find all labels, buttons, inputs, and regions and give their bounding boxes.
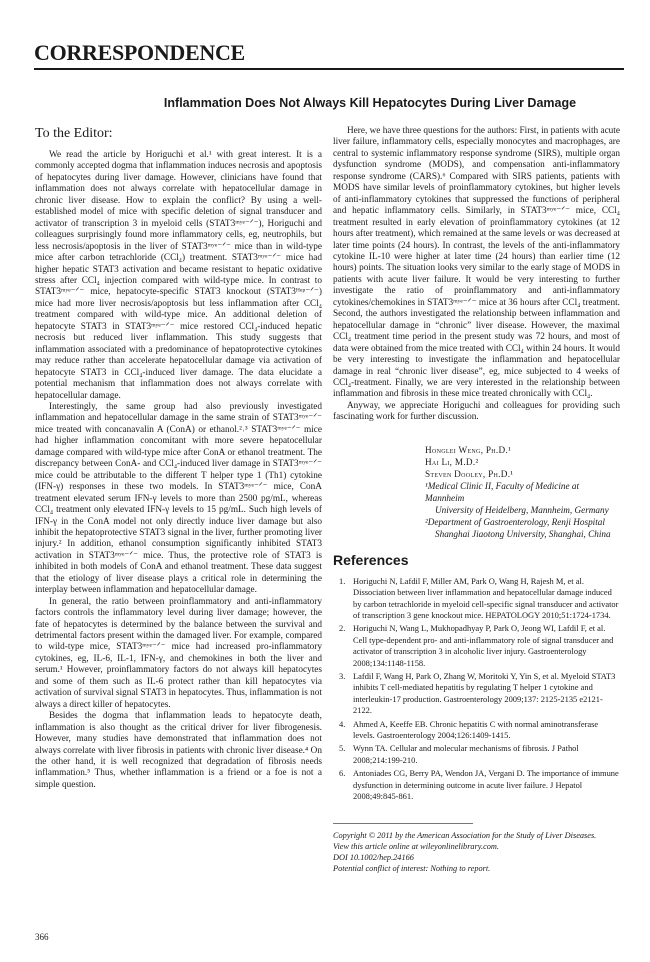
copyright-footer — [333, 830, 620, 875]
page-number: 366 — [35, 932, 49, 942]
paragraph: Besides the dogma that inflammation leads to hepatocyte death, inflammation is also thought as the critical driver for liver fibrogenesis. However, many studies have demonstrated that inflammation does not always correlate with liver fibrosis in patients with chronic liver disease.⁴ On the other hand, it is well recognized that degradation of fibrosis needs inflammation.⁵ Thus, whether inflammation is a friend or a foe is not a simple question. — [35, 711, 322, 790]
left-column — [35, 126, 322, 791]
paragraph: In general, the ratio between proinflammatory and anti-inflammatory factors controls the inflammatory level during liver damage; however, the fate of hepatocytes is determined by the balance between the survival and detrimental factors present within the damaged liver. For example, compared to wild-type mice, STAT3ᵐʸᵉ⁻ᐟ⁻ mice had increased pro-inflammatory cytokines, eg, IL-6, IL-1, IFN-γ, and chemokines in both the liver and serum.¹ However, proinflammatory factors do not always kill hepatocytes and some of them such as IL-6 protect rather than kill hepatocytes via activation of survival signal STAT3 in hepatocytes. Thus, inflammation is not always a direct killer of hepatocytes. — [35, 596, 322, 710]
author-name: Steven Dooley, Ph.D.¹ — [425, 468, 514, 479]
doi-line: DOI 10.1002/hep.24166 — [333, 852, 414, 862]
paragraph: We read the article by Horiguchi et al.¹ with great interest. It is a commonly accepted dogma that inflammation induces necrosis and apoptosis of hepatocytes during liver damage. However, clinicians have found that inflammation does not always correlate with hepatocellular damage in chronic liver disease. How to explain the conflict? By using a well-established model of mice with specific deletion of signal transducer and activator of transcription 3 in myeloid cells (STAT3ᵐʸᵉ⁻ᐟ⁻), Horiguchi and colleagues surprisingly found more inflammatory cells, eg, neutrophils, but less necrosis/apoptosis in the liver of STAT3ᵐʸᵉ⁻ᐟ⁻ mice than in wild-type mice after carbon tetrachloride (CCl₄) treatment. STAT3ᵐʸᵉ⁻ᐟ⁻ mice had higher hepatic STAT3 activation and became resistant to hepatic oxidative stress after CCl₄ injection compared with wild-type mice. In contrast to STAT3ᵐʸᵉ⁻ᐟ⁻ mice, hepatocyte-specific STAT3 knockout (STAT3ᴴᵉᵖ⁻ᐟ⁻) mice had more liver necrosis/apoptosis but less inflammation after CCl₄ treatment compared with wild-type mice. An additional deletion of hepatocyte STAT3 in STAT3ᵐʸᵉ⁻ᐟ⁻ mice restored CCl₄-induced hepatic necrosis but reduced liver inflammation. This study suggests that inflammation associated with a predominance of hepatoprotective cytokines may reduce rather than accelerate hepatocellular damage via activation of hepatocyte STAT3 in CCl₄-induced liver damage. The data elucidate a potential mechanism that inflammation does not always correlate with hepatocellular damage. — [35, 150, 322, 401]
affiliation: Shanghai Jiaotong University, Shanghai, China — [435, 528, 611, 539]
article-title: Inflammation Does Not Always Kill Hepatocytes During Liver Damage — [163, 96, 577, 110]
reference-list — [333, 576, 620, 803]
paragraph: Anyway, we appreciate Horiguchi and colleagues for providing such fascinating work for further discussion. — [333, 400, 620, 423]
copyright-line: Copyright © 2011 by the American Association for the Study of Liver Diseases. — [333, 830, 597, 840]
reference-item: 1. Horiguchi N, Lafdil F, Miller AM, Park O, Wang H, Rajesh M, et al. Dissociation between liver inflammation and hepatocellular damage induced by carbon tetrachloride in myeloid cell-specific signal transducer and activator of transcription 3 gene knockout mice. HEPATOLOGY 2010;51:1724-1734. — [339, 575, 619, 620]
references-heading: References — [333, 551, 409, 568]
footer-divider — [333, 823, 473, 824]
greeting: To the Editor: — [35, 126, 113, 141]
letter-body-right — [333, 126, 620, 424]
paragraph: Here, we have three questions for the authors: First, in patients with acute liver failure, inflammatory cells, especially monocytes and macrophages, are central to systemic inflammatory response syndrome (SIRS), multiple organ dysfunction syndrome (MODS), and compensation anti-inflammatory response syndrome (CARS).⁶ Compared with SIRS patients, patients with MODS have similar levels of proinflammatory cytokines, but higher levels of anti-inflammatory cytokines that suppressed the functions of peripheral and hepatic inflammatory cells. Similarly, in STAT3ᵐʸᵉ⁻ᐟ⁻ mice, CCl₄ treatment resulted in early elevation of proinflammatory cytokines (at 12 hours after treatment), which remained at the same levels or was decreased at later time points (24 hours). In contrast, the levels of the anti-inflammatory cytokine IL-10 were higher at later time (24 hours) than earlier time (12 hours) points. The situation looks very similar to the early stage of MODS in patients with acute liver failure. It would be very interesting to further investigate the ratio of proinflammatory and anti-inflammatory cytokines/chemokines in STAT3ᵐʸᵉ⁻ᐟ⁻ mice at 36 hours after CCl₄ treatment. Second, the authors investigated the relationship between inflammation and hepatocellular damage in “chronic” liver disease. However, the maximal CCl₄ treatment time period in the present study was 72 hours, and most of data were obtained from the mice treated with CCl₄ within 24 hours. It would be very interesting to investigate the inflammation and hepatocellular damage in real “chronic liver disease”, eg, mice subjected to 4 weeks of CCl₄-treatment. Finally, we are very interested in the relationship between inflammation and fibrosis in these mice treated chronically with CCl₄. — [333, 126, 620, 400]
affiliation: University of Heidelberg, Mannheim, Germany — [435, 504, 609, 515]
conflict-line: Potential conflict of interest: Nothing to report. — [333, 864, 491, 874]
journal-header — [34, 42, 624, 70]
reference-item: 4. Ahmed A, Keeffe EB. Chronic hepatitis C with normal aminotransferase levels. Gastroenterology 2004;126:1409-1415. — [339, 718, 599, 741]
reference-item: 2. Horiguchi N, Wang L, Mukhopadhyay P, Park O, Jeong WI, Lafdil F, et al. Cell type-dependent pro- and anti-inflammatory role of signal transducer and activator of transcription 3 in alcoholic liver injury. Gastroenterology 2008;134:1148-1158. — [339, 623, 614, 668]
right-column — [333, 126, 620, 874]
author-name: Hai Li, M.D.² — [425, 456, 479, 467]
affiliation: ¹Medical Clinic II, Faculty of Medicine at Mannheim — [425, 480, 580, 503]
paragraph: Interestingly, the same group had also previously investigated inflammation and hepatocellular damage in the same strain of STAT3ᵐʸᵉ⁻ᐟ⁻ mice treated with concanavalin A (ConA) or ethanol.²˒³ STAT3ᵐʸᵉ⁻ᐟ⁻ mice had higher inflammation concomitant with more severe hepatocellular damage compared with wild-type mice after ConA or ethanol treatment. The discrepancy between ConA- and CCl₄-induced liver damage in STAT3ᵐʸᵉ⁻ᐟ⁻ mice could be attributable to the different T helper type 1 (Th1) cytokine (IFN-γ) responses in these two models. In STAT3ᵐʸᵉ⁻ᐟ⁻ mice, ConA treatment elevated serum IFN-γ levels to more than 2500 pg/mL, whereas CCl₄ treatment only elevated IFN-γ levels to 15 pg/mL. Such high levels of IFN-γ in the ConA model not only directly induce liver damage but also inhibit the hepatoprotective STAT3 signal in the liver, further promoting liver injury.² In addition, ethanol consumption significantly inhibited STAT3 activation in STAT3ᵐʸᵉ⁻ᐟ⁻ mice. Thus, the protective role of STAT3 is inhibited in both models of ConA and ethanol treatment. These data suggest that the etiology of liver disease plays a critical role in determining the interplay between inflammation and hepatocellular damage. — [35, 401, 322, 596]
section-label: CORRESPONDENCE — [34, 40, 245, 65]
header-divider — [34, 68, 624, 70]
reference-item: 6. Antoniades CG, Berry PA, Wendon JA, Vergani D. The importance of immune dysfunction in determining outcome in acute liver failure. J Hepatol 2008;49:845-861. — [339, 768, 619, 802]
author-name: Honglei Weng, Ph.D.¹ — [425, 444, 512, 455]
reference-item: 3. Lafdil F, Wang H, Park O, Zhang W, Moritoki Y, Yin S, et al. Myeloid STAT3 inhibits T cell-mediated hepatitis by regulating T helper 1 cytokine and interleukin-17 production. Gastroenterology 2009;137: 2125-2135 e2121-2122. — [339, 671, 616, 716]
reference-item: 5. Wynn TA. Cellular and molecular mechanisms of fibrosis. J Pathol 2008;214:199-210. — [339, 743, 579, 765]
online-line: View this article online at wileyonlinelibrary.com. — [333, 841, 499, 851]
letter-body-left — [35, 150, 322, 791]
affiliation: ²Department of Gastroenterology, Renji Hospital — [425, 516, 605, 527]
author-block — [333, 444, 620, 540]
